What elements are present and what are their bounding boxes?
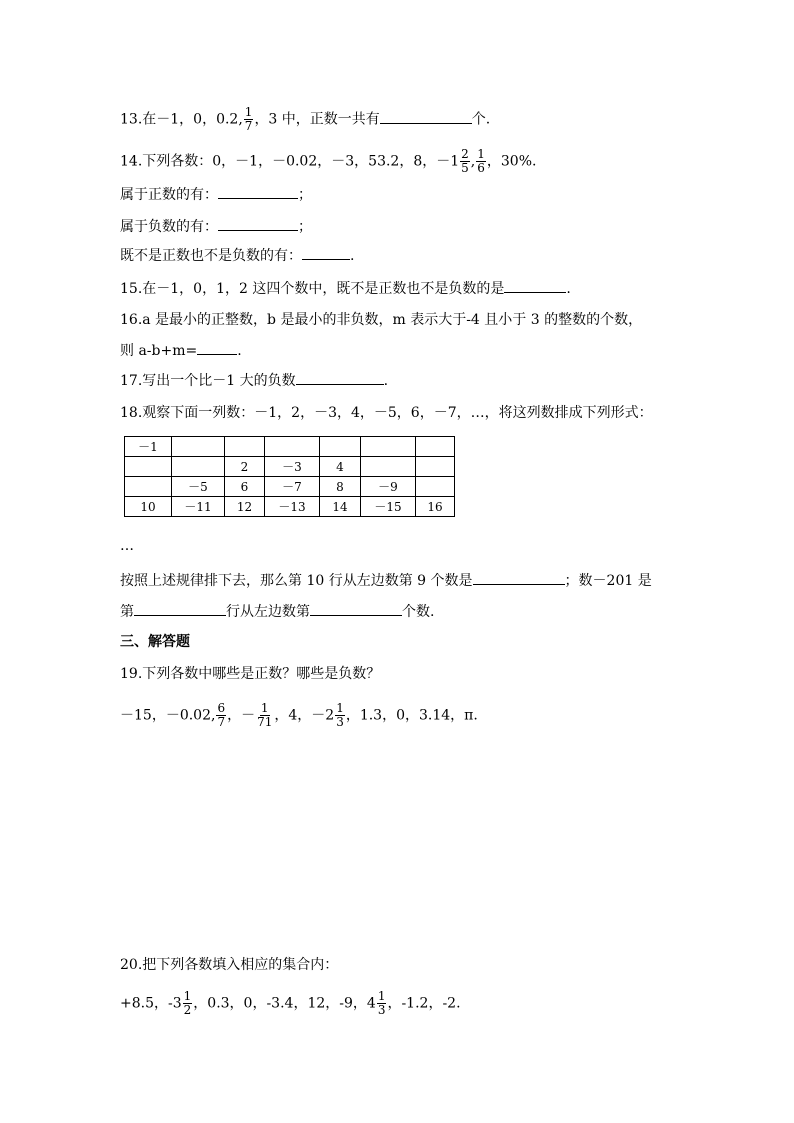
- q14-positive-blank[interactable]: [218, 184, 298, 199]
- q19-fraction-2: $\frac{1}{71}$: [257, 701, 273, 729]
- table-cell: [125, 477, 172, 497]
- q13-fraction: $\frac{1}{7}$: [244, 105, 253, 133]
- question-14: 14.下列各数：0，－1，－0.02，－3，53.2，8，－1 $\frac{2}{5}$ , $\frac{1}{6}$ ，30%.: [120, 147, 537, 175]
- question-15: 15.在－1，0，1，2 这四个数中，既不是正数也不是负数的是 .: [120, 278, 571, 299]
- table-cell: [320, 437, 361, 457]
- table-cell: 10: [125, 497, 172, 517]
- table-cell: [125, 457, 172, 477]
- table-row: [125, 477, 455, 497]
- q15-answer-blank[interactable]: [504, 278, 566, 293]
- q19-numbers: －15，－0.02, $\frac{6}{7}$ ，－ $\frac{1}{71}$ ，4，－2 $\frac{1}{3}$ ，1.3，0，3.14，π.: [120, 701, 478, 729]
- table-cell: 16: [416, 497, 455, 517]
- table-cell: －7: [265, 477, 320, 497]
- question-16: 16.a 是最小的正整数，b 是最小的非负数，m 表示大于-4 且小于 3 的整数的个数，: [120, 312, 643, 328]
- table-cell: 12: [225, 497, 265, 517]
- question-19: 19.下列各数中哪些是正数？哪些是负数？: [120, 666, 381, 682]
- q14-mixed-fraction: $\frac{2}{5}$: [461, 147, 469, 175]
- q14-neither-line: 既不是正数也不是负数的有： .: [120, 245, 354, 266]
- q14-negative-blank[interactable]: [218, 216, 298, 231]
- q17-answer-blank[interactable]: [296, 370, 384, 385]
- table-cell: [265, 437, 320, 457]
- number-pattern-table: [124, 436, 455, 517]
- q13-prefix: 13.在－1，0，0.2,: [120, 111, 243, 128]
- table-cell: [416, 457, 455, 477]
- q14-negative-line: 属于负数的有： ；: [120, 216, 312, 237]
- q14-neither-blank[interactable]: [302, 245, 350, 260]
- q18-value-blank[interactable]: [473, 570, 565, 585]
- table-cell: －15: [361, 497, 416, 517]
- table-cell: 14: [320, 497, 361, 517]
- table-cell: 2: [225, 457, 265, 477]
- table-cell: 4: [320, 457, 361, 477]
- table-cell: [172, 437, 225, 457]
- q19-fraction-3: $\frac{1}{3}$: [336, 701, 344, 729]
- table-cell: [225, 437, 265, 457]
- table-row: [125, 437, 455, 457]
- q14-fraction: $\frac{1}{6}$: [477, 147, 485, 175]
- q14-positive-line: 属于正数的有： ；: [120, 184, 312, 205]
- q18-row-blank[interactable]: [134, 601, 226, 616]
- table-cell: －3: [265, 457, 320, 477]
- table-cell: [172, 457, 225, 477]
- q18-follow-line2: 第 行从左边数第 个数.: [120, 601, 434, 622]
- table-cell: －13: [265, 497, 320, 517]
- table-cell: [361, 437, 416, 457]
- q20-fraction-1: $\frac{1}{2}$: [183, 989, 192, 1017]
- q18-position-blank[interactable]: [310, 601, 402, 616]
- table-row: [125, 457, 455, 477]
- q13-answer-blank[interactable]: [380, 109, 472, 124]
- question-17: 17.写出一个比－1 大的负数 .: [120, 370, 388, 391]
- table-cell: 8: [320, 477, 361, 497]
- q18-follow-line1: 按照上述规律排下去，那么第 10 行从左边数第 9 个数是 ；数－201 是: [120, 570, 652, 591]
- table-row: [125, 497, 455, 517]
- question-20: 20.把下列各数填入相应的集合内：: [120, 957, 339, 973]
- table-cell: －9: [361, 477, 416, 497]
- table-cell: －11: [172, 497, 225, 517]
- q19-fraction-1: $\frac{6}{7}$: [217, 701, 226, 729]
- table-cell: [361, 457, 416, 477]
- q18-ellipsis: …: [120, 538, 134, 554]
- question-18: 18.观察下面一列数：－1，2，－3，4，－5，6，－7，…，将这列数排成下列形式：: [120, 405, 653, 421]
- q20-numbers: +8.5，-3 $\frac{1}{2}$ ，0.3，0，-3.4，12，-9，4 $\frac{1}{3}$ ，-1.2，-2.: [120, 989, 461, 1017]
- q16-answer-blank[interactable]: [197, 340, 237, 355]
- table-cell: －5: [172, 477, 225, 497]
- question-13: 13.在－1，0，0.2, $\frac{1}{7}$ ，3 中，正数一共有 个.: [120, 105, 491, 133]
- question-16-line2: 则 a-b+m= .: [120, 340, 242, 361]
- table-cell: [416, 477, 455, 497]
- table-cell: [416, 437, 455, 457]
- table-cell: －1: [125, 437, 172, 457]
- q20-fraction-2: $\frac{1}{3}$: [377, 989, 386, 1017]
- table-cell: 6: [225, 477, 265, 497]
- section-heading: 三、解答题: [120, 634, 190, 650]
